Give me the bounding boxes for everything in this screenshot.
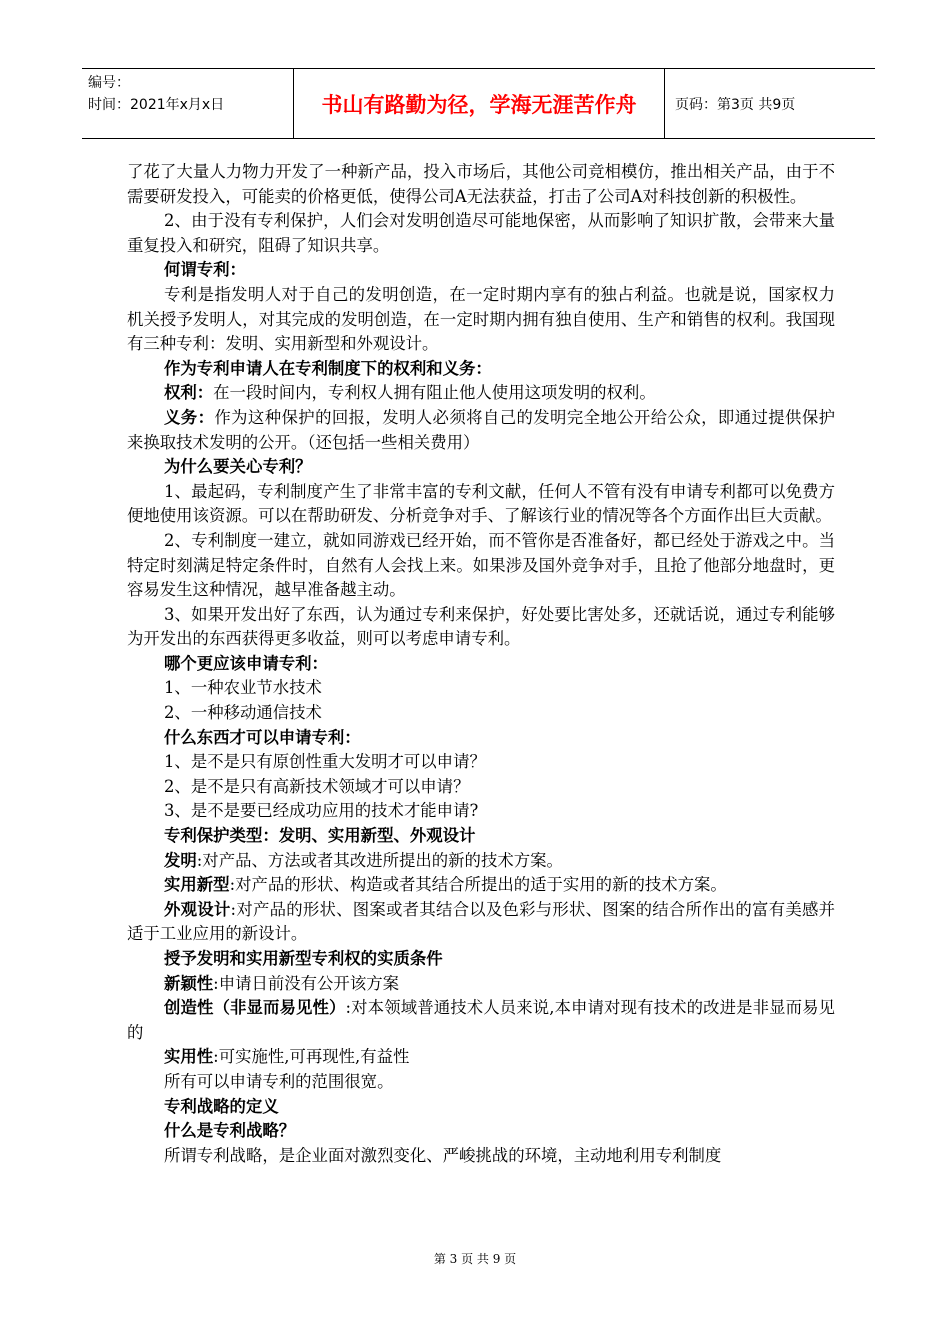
definition-utility xyxy=(127,873,835,898)
list-item: 1、是不是只有原创性重大发明才可以申请？ xyxy=(164,752,486,772)
term-label: 义务： xyxy=(164,407,215,427)
paragraph: 3、如果开发出好了东西，认为通过专利来保护，好处要比害处多，还就话说，通过专利能够为开发出的东西获得更多收益，则可以考虑申请专利。 xyxy=(127,604,835,649)
document-body xyxy=(127,160,835,1168)
term-text: :申请日前没有公开该方案 xyxy=(213,973,399,993)
term-text: 在一段时间内，专利权人拥有阻止他人使用这项发明的权利。 xyxy=(213,383,656,403)
page-footer: 第 3 页 共 9 页 xyxy=(433,1252,517,1266)
list-item: 2、是不是只有高新技术领域才可以申请？ xyxy=(164,776,470,796)
term-text: :对本领域普通技术人员来说,本申请对现有技术的改进是非显而易见的 xyxy=(127,998,836,1042)
definition-invention xyxy=(127,849,835,874)
term-text: :对产品的形状、图案或者其结合以及色彩与形状、图案的结合所作出的富有美感并适于工业应用的新设计。 xyxy=(127,899,835,944)
header-meta xyxy=(82,69,294,138)
term-text: :可实施性,可再现性,有益性 xyxy=(213,1047,410,1067)
term-text: :对产品的形状、构造或者其结合所提出的适于实用的新的技术方案。 xyxy=(229,875,727,895)
paragraph: 所谓专利战略，是企业面对激烈变化、严峻挑战的环境，主动地利用专利制度 xyxy=(164,1145,722,1165)
term-label: 实用性 xyxy=(164,1047,214,1067)
section-heading: 什么是专利战略？ xyxy=(164,1121,296,1141)
section-heading: 专利保护类型：发明、实用新型、外观设计 xyxy=(164,826,476,846)
term-label: 创造性（非显而易见性） xyxy=(164,998,346,1018)
term-label: 新颖性 xyxy=(164,973,214,993)
condition-creativity xyxy=(127,996,835,1045)
section-heading: 什么东西才可以申请专利： xyxy=(164,727,361,747)
paragraph: 1、最起码，专利制度产生了非常丰富的专利文献，任何人不管有没有申请专利都可以免费方便地使用该资源。可以在帮助研发、分析竞争对手、了解该行业的情况等各个方面作出巨大贡献。 xyxy=(127,481,835,526)
term-text: 作为这种保护的回报，发明人必须将自己的发明完全地公开给公众，即通过提供保护来换取技术发明的公开。（还包括一些相关费用） xyxy=(127,407,836,452)
term-label: 发明 xyxy=(164,850,197,870)
paragraph: 2、由于没有专利保护，人们会对发明创造尽可能地保密，从而影响了知识扩散，会带来大量重复投入和研究，阻碍了知识共享。 xyxy=(127,211,835,255)
term-label: 外观设计 xyxy=(164,899,231,919)
condition-novelty xyxy=(127,972,835,997)
section-heading: 授予发明和实用新型专利权的实质条件 xyxy=(164,949,443,968)
paragraph: 所有可以申请专利的范围很宽。 xyxy=(164,1071,394,1091)
condition-practicality xyxy=(127,1045,835,1070)
definition-duties xyxy=(127,406,835,455)
section-heading: 哪个更应该申请专利： xyxy=(164,653,328,673)
list-item: 1、一种农业节水技术 xyxy=(164,678,322,698)
definition-design xyxy=(127,898,835,947)
paragraph: 专利是指发明人对于自己的发明创造，在一定时期内享有的独占利益。也就是说，国家权力机关授予发明人，对其完成的发明创造，在一定时期内拥有独自使用、生产和销售的权利。我国现有三种专利：发明、实用新型和外观设计。 xyxy=(127,284,835,354)
page-header xyxy=(82,68,875,139)
definition-rights xyxy=(127,381,835,406)
time-label: 时间：2021年x月x日 xyxy=(88,97,225,113)
list-item: 2、一种移动通信技术 xyxy=(164,703,322,723)
section-heading: 专利战略的定义 xyxy=(164,1096,279,1116)
header-page-info: 页码：第3页 共9页 xyxy=(675,96,796,113)
header-motto: 书山有路勤为径，学海无涯苦作舟 xyxy=(294,69,665,138)
term-label: 权利： xyxy=(164,383,214,403)
section-heading: 为什么要关心专利？ xyxy=(164,457,312,477)
paragraph: 2、专利制度一建立，就如同游戏已经开始，而不管你是否准备好，都已经处于游戏之中。当特定时刻满足特定条件时，自然有人会找上来。如果涉及国外竞争对手，且抢了他部分地盘时，更容易发生这种情况，越早准备越主动。 xyxy=(127,530,835,600)
list-item: 3、是不是要已经成功应用的技术才能申请? xyxy=(164,801,479,821)
term-text: :对产品、方法或者其改进所提出的新的技术方案。 xyxy=(196,850,563,870)
term-label: 实用新型 xyxy=(164,875,230,895)
paragraph: 了花了大量人力物力开发了一种新产品，投入市场后，其他公司竞相模仿，推出相关产品，由于不需要研发投入，可能卖的价格更低，使得公司A无法获益，打击了公司A对科技创新的积极性。 xyxy=(127,162,835,206)
section-heading: 何谓专利： xyxy=(164,260,246,280)
number-label: 编号： xyxy=(88,75,130,91)
section-heading: 作为专利申请人在专利制度下的权利和义务： xyxy=(164,358,492,378)
